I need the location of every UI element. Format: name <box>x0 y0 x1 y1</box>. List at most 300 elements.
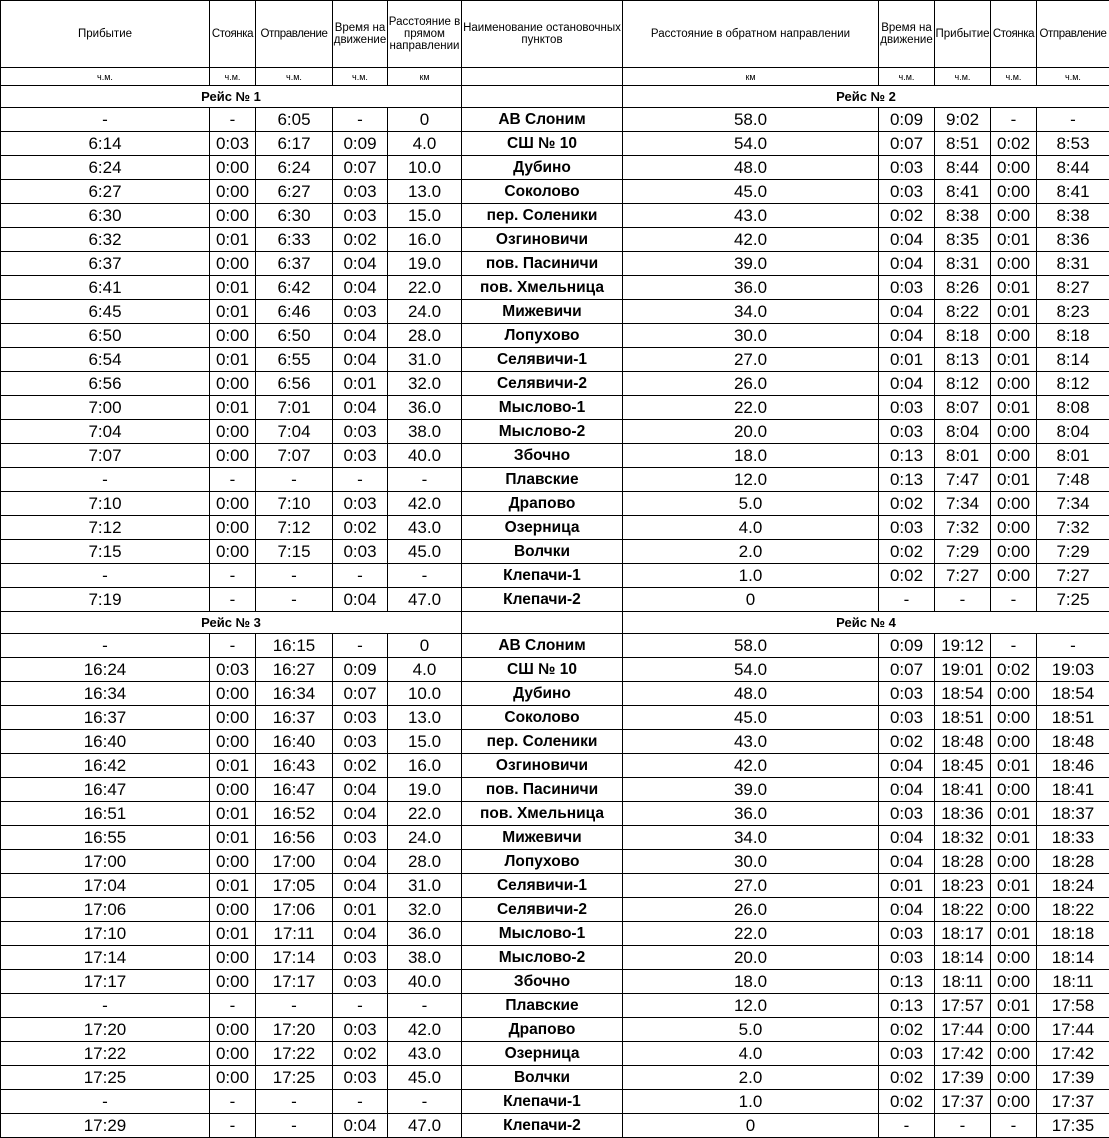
cell-stop-time: - <box>210 588 256 612</box>
table-row <box>1 826 1109 850</box>
table-row <box>1 970 1109 994</box>
cell-stop-time-return: 0:00 <box>991 946 1037 970</box>
cell-travel-time-return: 0:07 <box>879 658 935 682</box>
cell-dist-forward: 16.0 <box>388 754 462 778</box>
header-dist-back: Расстояние в обратном направлении <box>623 1 879 68</box>
cell-departure-return: 8:31 <box>1037 252 1109 276</box>
cell-departure: 6:30 <box>256 204 333 228</box>
cell-stop-time: 0:00 <box>210 970 256 994</box>
cell-departure: 6:55 <box>256 348 333 372</box>
cell-departure-return: 7:34 <box>1037 492 1109 516</box>
cell-dist-forward: 38.0 <box>388 946 462 970</box>
cell-travel-time: - <box>333 1090 388 1114</box>
cell-travel-time-return: 0:03 <box>879 156 935 180</box>
cell-dist-back: 48.0 <box>623 682 879 706</box>
cell-dist-back: 5.0 <box>623 1018 879 1042</box>
cell-travel-time: 0:04 <box>333 324 388 348</box>
cell-travel-time: 0:02 <box>333 1042 388 1066</box>
cell-departure-return: 19:03 <box>1037 658 1109 682</box>
cell-stop-name: Озгиновичи <box>462 228 623 252</box>
cell-travel-time: 0:04 <box>333 348 388 372</box>
cell-departure-return: 7:27 <box>1037 564 1109 588</box>
cell-stop-time: 0:03 <box>210 132 256 156</box>
cell-arrival: 6:50 <box>1 324 210 348</box>
cell-departure: 6:27 <box>256 180 333 204</box>
table-row <box>1 156 1109 180</box>
cell-travel-time-return: 0:02 <box>879 540 935 564</box>
cell-arrival-return: 18:36 <box>935 802 991 826</box>
cell-departure-return: 17:37 <box>1037 1090 1109 1114</box>
cell-travel-time-return: 0:03 <box>879 516 935 540</box>
cell-travel-time-return: 0:04 <box>879 826 935 850</box>
cell-departure-return: 8:27 <box>1037 276 1109 300</box>
cell-stop-time-return: 0:00 <box>991 778 1037 802</box>
cell-arrival: 16:24 <box>1 658 210 682</box>
cell-stop-name: Мижевичи <box>462 300 623 324</box>
cell-departure-return: 17:39 <box>1037 1066 1109 1090</box>
table-row <box>1 276 1109 300</box>
cell-travel-time-return: 0:04 <box>879 898 935 922</box>
cell-stop-time: 0:01 <box>210 826 256 850</box>
cell-dist-back: 12.0 <box>623 468 879 492</box>
cell-departure-return: 8:18 <box>1037 324 1109 348</box>
cell-travel-time: 0:03 <box>333 730 388 754</box>
timetable-body <box>1 86 1109 1138</box>
cell-dist-forward: 15.0 <box>388 730 462 754</box>
cell-travel-time-return: 0:03 <box>879 180 935 204</box>
cell-arrival: 16:34 <box>1 682 210 706</box>
cell-dist-back: 27.0 <box>623 874 879 898</box>
cell-stop-time-return: 0:01 <box>991 228 1037 252</box>
cell-stop-time-return: 0:00 <box>991 516 1037 540</box>
cell-travel-time: 0:01 <box>333 372 388 396</box>
cell-stop-time-return: 0:00 <box>991 682 1037 706</box>
cell-arrival-return: 18:32 <box>935 826 991 850</box>
cell-arrival: 17:25 <box>1 1066 210 1090</box>
cell-dist-forward: 43.0 <box>388 516 462 540</box>
cell-stop-name: Лопухово <box>462 324 623 348</box>
unit-stop-return: ч.м. <box>991 68 1037 86</box>
cell-travel-time-return: 0:01 <box>879 348 935 372</box>
cell-travel-time-return: 0:04 <box>879 300 935 324</box>
table-row <box>1 108 1109 132</box>
cell-stop-name: Збочно <box>462 970 623 994</box>
cell-travel-time: 0:04 <box>333 874 388 898</box>
cell-stop-name: АВ Слоним <box>462 634 623 658</box>
cell-departure: - <box>256 1114 333 1138</box>
cell-stop-time: 0:01 <box>210 922 256 946</box>
cell-dist-forward: - <box>388 468 462 492</box>
cell-dist-back: 18.0 <box>623 970 879 994</box>
cell-stop-name: СШ № 10 <box>462 658 623 682</box>
cell-arrival: 6:32 <box>1 228 210 252</box>
cell-travel-time-return: 0:03 <box>879 922 935 946</box>
cell-departure-return: 8:38 <box>1037 204 1109 228</box>
cell-stop-time: 0:00 <box>210 898 256 922</box>
cell-travel-time-return: 0:04 <box>879 252 935 276</box>
header-arrival: Прибытие <box>1 1 210 68</box>
cell-arrival: 6:27 <box>1 180 210 204</box>
cell-stop-time: 0:00 <box>210 850 256 874</box>
cell-arrival: 6:45 <box>1 300 210 324</box>
cell-stop-time: 0:00 <box>210 778 256 802</box>
table-row <box>1 564 1109 588</box>
cell-dist-forward: 24.0 <box>388 826 462 850</box>
cell-travel-time-return: 0:04 <box>879 228 935 252</box>
cell-departure: - <box>256 994 333 1018</box>
cell-dist-forward: 10.0 <box>388 682 462 706</box>
cell-dist-back: 0 <box>623 1114 879 1138</box>
header-stop: Стоянка <box>210 1 256 68</box>
cell-dist-back: 12.0 <box>623 994 879 1018</box>
cell-dist-back: 4.0 <box>623 1042 879 1066</box>
cell-arrival: - <box>1 1090 210 1114</box>
header-row <box>1 1 1109 68</box>
cell-stop-time: - <box>210 108 256 132</box>
cell-arrival-return: 9:02 <box>935 108 991 132</box>
cell-dist-forward: 43.0 <box>388 1042 462 1066</box>
cell-stop-time-return: 0:00 <box>991 492 1037 516</box>
cell-arrival: - <box>1 994 210 1018</box>
table-row <box>1 706 1109 730</box>
cell-travel-time: 0:03 <box>333 946 388 970</box>
cell-departure: 17:25 <box>256 1066 333 1090</box>
cell-departure: 17:11 <box>256 922 333 946</box>
table-row <box>1 492 1109 516</box>
cell-arrival-return: 7:34 <box>935 492 991 516</box>
cell-travel-time-return: 0:02 <box>879 492 935 516</box>
unit-departure-return: ч.м. <box>1037 68 1109 86</box>
cell-stop-name: Селявичи-2 <box>462 372 623 396</box>
cell-travel-time: 0:02 <box>333 754 388 778</box>
cell-stop-time-return: 0:00 <box>991 730 1037 754</box>
cell-departure: - <box>256 564 333 588</box>
cell-arrival-return: 8:41 <box>935 180 991 204</box>
cell-stop-time-return: 0:00 <box>991 372 1037 396</box>
cell-arrival-return: - <box>935 1114 991 1138</box>
cell-departure: 6:33 <box>256 228 333 252</box>
cell-departure-return: 8:04 <box>1037 420 1109 444</box>
table-row <box>1 444 1109 468</box>
cell-arrival: 17:17 <box>1 970 210 994</box>
trip-label-return: Рейс № 4 <box>623 612 1109 634</box>
cell-travel-time: 0:03 <box>333 444 388 468</box>
cell-travel-time: 0:04 <box>333 850 388 874</box>
cell-arrival: 16:42 <box>1 754 210 778</box>
cell-arrival: 6:14 <box>1 132 210 156</box>
cell-travel-time-return: 0:04 <box>879 324 935 348</box>
cell-travel-time: - <box>333 468 388 492</box>
cell-travel-time-return: 0:13 <box>879 468 935 492</box>
cell-arrival: - <box>1 634 210 658</box>
cell-dist-forward: 31.0 <box>388 874 462 898</box>
cell-arrival: 16:51 <box>1 802 210 826</box>
table-row <box>1 180 1109 204</box>
cell-dist-back: 54.0 <box>623 658 879 682</box>
cell-arrival: 6:56 <box>1 372 210 396</box>
cell-dist-back: 0 <box>623 588 879 612</box>
cell-departure: 7:12 <box>256 516 333 540</box>
cell-dist-back: 58.0 <box>623 108 879 132</box>
cell-stop-time: 0:00 <box>210 946 256 970</box>
cell-stop-name: Селявичи-1 <box>462 348 623 372</box>
table-row <box>1 682 1109 706</box>
cell-arrival-return: 18:23 <box>935 874 991 898</box>
cell-stop-time-return: 0:00 <box>991 564 1037 588</box>
cell-dist-back: 5.0 <box>623 492 879 516</box>
cell-arrival: 7:15 <box>1 540 210 564</box>
cell-dist-back: 2.0 <box>623 540 879 564</box>
cell-departure: 6:42 <box>256 276 333 300</box>
unit-stop: ч.м. <box>210 68 256 86</box>
cell-departure: - <box>256 588 333 612</box>
cell-stop-name: Клепачи-2 <box>462 1114 623 1138</box>
cell-stop-time: - <box>210 1090 256 1114</box>
cell-dist-back: 42.0 <box>623 228 879 252</box>
cell-arrival-return: 18:45 <box>935 754 991 778</box>
cell-stop-name: пов. Пасиничи <box>462 252 623 276</box>
cell-dist-forward: 42.0 <box>388 492 462 516</box>
cell-travel-time-return: 0:02 <box>879 1090 935 1114</box>
table-row <box>1 540 1109 564</box>
cell-stop-time: 0:00 <box>210 540 256 564</box>
cell-stop-name: пов. Пасиничи <box>462 778 623 802</box>
cell-arrival: 7:04 <box>1 420 210 444</box>
cell-dist-forward: 0 <box>388 634 462 658</box>
cell-stop-time: 0:00 <box>210 1018 256 1042</box>
cell-departure-return: 18:54 <box>1037 682 1109 706</box>
cell-stop-name: Соколово <box>462 180 623 204</box>
cell-stop-name: Озерница <box>462 516 623 540</box>
cell-dist-back: 48.0 <box>623 156 879 180</box>
cell-arrival-return: 8:51 <box>935 132 991 156</box>
cell-dist-back: 36.0 <box>623 802 879 826</box>
cell-departure-return: 18:11 <box>1037 970 1109 994</box>
cell-departure: 17:00 <box>256 850 333 874</box>
cell-stop-time-return: 0:01 <box>991 826 1037 850</box>
cell-departure: 6:24 <box>256 156 333 180</box>
table-row <box>1 132 1109 156</box>
cell-stop-time: - <box>210 634 256 658</box>
cell-stop-time-return: 0:01 <box>991 276 1037 300</box>
cell-travel-time: - <box>333 634 388 658</box>
cell-dist-back: 45.0 <box>623 706 879 730</box>
cell-arrival-return: 18:54 <box>935 682 991 706</box>
cell-stop-name: Збочно <box>462 444 623 468</box>
cell-stop-name: Дубино <box>462 156 623 180</box>
cell-dist-forward: 31.0 <box>388 348 462 372</box>
cell-arrival: 16:47 <box>1 778 210 802</box>
cell-travel-time: 0:03 <box>333 1018 388 1042</box>
cell-stop-time: 0:01 <box>210 754 256 778</box>
trip-header-row <box>1 612 1109 634</box>
cell-arrival-return: 17:57 <box>935 994 991 1018</box>
cell-stop-name: Озерница <box>462 1042 623 1066</box>
cell-arrival-return: 19:01 <box>935 658 991 682</box>
cell-arrival-return: 18:48 <box>935 730 991 754</box>
cell-travel-time: 0:03 <box>333 540 388 564</box>
cell-arrival-return: 8:26 <box>935 276 991 300</box>
cell-travel-time: 0:03 <box>333 970 388 994</box>
cell-arrival-return: 17:44 <box>935 1018 991 1042</box>
table-row <box>1 922 1109 946</box>
cell-departure: 7:07 <box>256 444 333 468</box>
cell-stop-time-return: 0:01 <box>991 754 1037 778</box>
cell-arrival: 17:22 <box>1 1042 210 1066</box>
cell-travel-time-return: 0:03 <box>879 802 935 826</box>
cell-travel-time-return: 0:02 <box>879 1066 935 1090</box>
cell-stop-time: - <box>210 564 256 588</box>
cell-departure: - <box>256 1090 333 1114</box>
cell-arrival: 7:19 <box>1 588 210 612</box>
cell-dist-forward: 40.0 <box>388 444 462 468</box>
cell-departure: 6:37 <box>256 252 333 276</box>
cell-dist-back: 20.0 <box>623 946 879 970</box>
cell-travel-time-return: 0:07 <box>879 132 935 156</box>
cell-stop-name: Соколово <box>462 706 623 730</box>
cell-arrival-return: 7:27 <box>935 564 991 588</box>
cell-dist-forward: - <box>388 994 462 1018</box>
cell-stop-time-return: 0:01 <box>991 994 1037 1018</box>
cell-travel-time-return: 0:03 <box>879 946 935 970</box>
cell-stop-name: Плавские <box>462 994 623 1018</box>
cell-arrival-return: 7:32 <box>935 516 991 540</box>
cell-dist-back: 39.0 <box>623 252 879 276</box>
cell-stop-time: 0:00 <box>210 156 256 180</box>
cell-travel-time-return: 0:13 <box>879 970 935 994</box>
cell-arrival: 7:10 <box>1 492 210 516</box>
cell-departure-return: 8:53 <box>1037 132 1109 156</box>
cell-travel-time: 0:04 <box>333 396 388 420</box>
cell-arrival-return: 18:41 <box>935 778 991 802</box>
cell-stop-time: 0:01 <box>210 874 256 898</box>
header-arrival-return: Прибытие <box>935 1 991 68</box>
cell-departure-return: 18:51 <box>1037 706 1109 730</box>
cell-stop-time: 0:01 <box>210 348 256 372</box>
header-departure: Отправление <box>256 1 333 68</box>
table-row <box>1 658 1109 682</box>
table-row <box>1 300 1109 324</box>
cell-travel-time-return: 0:03 <box>879 396 935 420</box>
cell-stop-time: 0:01 <box>210 300 256 324</box>
cell-arrival-return: 7:29 <box>935 540 991 564</box>
cell-stop-time: 0:03 <box>210 658 256 682</box>
cell-dist-forward: 19.0 <box>388 778 462 802</box>
cell-dist-back: 36.0 <box>623 276 879 300</box>
unit-stop-name <box>462 68 623 86</box>
cell-departure-return: 18:33 <box>1037 826 1109 850</box>
cell-stop-time-return: - <box>991 1114 1037 1138</box>
cell-departure-return: 18:48 <box>1037 730 1109 754</box>
table-row <box>1 634 1109 658</box>
unit-arrival: ч.м. <box>1 68 210 86</box>
table-row <box>1 516 1109 540</box>
cell-stop-time-return: 0:00 <box>991 324 1037 348</box>
cell-dist-forward: - <box>388 564 462 588</box>
cell-dist-back: 42.0 <box>623 754 879 778</box>
cell-travel-time: 0:04 <box>333 1114 388 1138</box>
cell-dist-back: 4.0 <box>623 516 879 540</box>
cell-stop-time-return: 0:01 <box>991 396 1037 420</box>
cell-departure: 16:52 <box>256 802 333 826</box>
cell-arrival-return: 18:11 <box>935 970 991 994</box>
cell-stop-time: 0:00 <box>210 444 256 468</box>
cell-stop-time-return: - <box>991 634 1037 658</box>
cell-arrival: - <box>1 564 210 588</box>
cell-travel-time-return: 0:04 <box>879 850 935 874</box>
cell-stop-time-return: 0:00 <box>991 180 1037 204</box>
cell-travel-time-return: 0:03 <box>879 706 935 730</box>
cell-departure: 16:40 <box>256 730 333 754</box>
cell-stop-name: пер. Соленики <box>462 730 623 754</box>
cell-departure: 7:10 <box>256 492 333 516</box>
cell-stop-time-return: 0:00 <box>991 1066 1037 1090</box>
cell-travel-time-return: 0:04 <box>879 754 935 778</box>
cell-arrival-return: 8:22 <box>935 300 991 324</box>
unit-arrival-return: ч.м. <box>935 68 991 86</box>
cell-stop-time-return: 0:00 <box>991 204 1037 228</box>
cell-dist-back: 58.0 <box>623 634 879 658</box>
cell-travel-time: 0:04 <box>333 252 388 276</box>
cell-departure-return: 18:22 <box>1037 898 1109 922</box>
cell-arrival-return: 8:12 <box>935 372 991 396</box>
table-row <box>1 324 1109 348</box>
table-row <box>1 994 1109 1018</box>
cell-stop-time: - <box>210 994 256 1018</box>
cell-travel-time-return: 0:13 <box>879 444 935 468</box>
cell-stop-time-return: 0:02 <box>991 658 1037 682</box>
cell-travel-time: 0:04 <box>333 922 388 946</box>
cell-departure-return: 18:46 <box>1037 754 1109 778</box>
cell-departure: 6:50 <box>256 324 333 348</box>
cell-travel-time-return: - <box>879 1114 935 1138</box>
table-row <box>1 850 1109 874</box>
cell-dist-back: 34.0 <box>623 300 879 324</box>
cell-travel-time: - <box>333 564 388 588</box>
cell-dist-back: 45.0 <box>623 180 879 204</box>
cell-dist-back: 22.0 <box>623 396 879 420</box>
cell-departure-return: 8:08 <box>1037 396 1109 420</box>
cell-arrival-return: 8:13 <box>935 348 991 372</box>
table-row <box>1 1042 1109 1066</box>
cell-dist-back: 26.0 <box>623 372 879 396</box>
unit-departure: ч.м. <box>256 68 333 86</box>
cell-stop-name: Дубино <box>462 682 623 706</box>
cell-departure: 6:46 <box>256 300 333 324</box>
cell-arrival-return: 18:22 <box>935 898 991 922</box>
cell-dist-forward: 45.0 <box>388 540 462 564</box>
cell-stop-time: 0:01 <box>210 802 256 826</box>
table-row <box>1 730 1109 754</box>
cell-arrival: 7:07 <box>1 444 210 468</box>
cell-arrival-return: 8:01 <box>935 444 991 468</box>
trip-label-return: Рейс № 2 <box>623 86 1109 108</box>
cell-arrival: 6:24 <box>1 156 210 180</box>
table-row <box>1 1066 1109 1090</box>
cell-stop-time: - <box>210 468 256 492</box>
cell-dist-forward: 36.0 <box>388 396 462 420</box>
cell-arrival-return: - <box>935 588 991 612</box>
cell-arrival-return: 8:44 <box>935 156 991 180</box>
unit-dist-back: км <box>623 68 879 86</box>
cell-dist-forward: 32.0 <box>388 372 462 396</box>
table-row <box>1 348 1109 372</box>
cell-arrival: 6:41 <box>1 276 210 300</box>
cell-stop-name: Волчки <box>462 1066 623 1090</box>
cell-dist-forward: 13.0 <box>388 180 462 204</box>
cell-stop-name: Волчки <box>462 540 623 564</box>
cell-arrival: 7:00 <box>1 396 210 420</box>
